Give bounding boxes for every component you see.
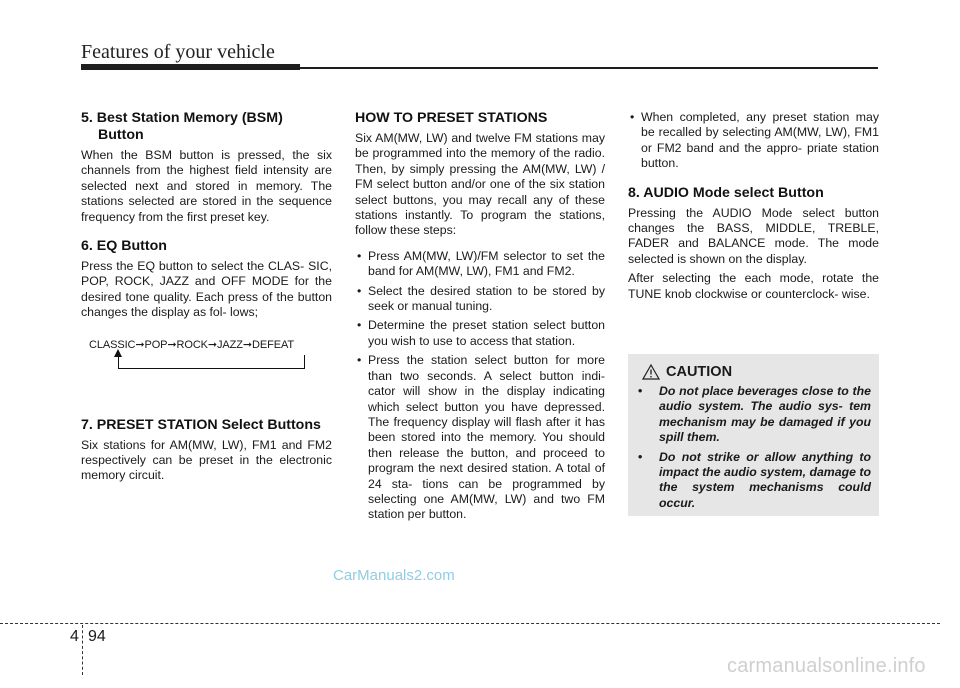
watermark-bottom: carmanualsonline.info — [727, 655, 926, 677]
list-item: • When completed, any preset station may be recalled by selecting AM(MW, LW), FM1 or FM2 band and the appro- priate station button. — [628, 110, 879, 172]
column-2 — [355, 110, 605, 527]
eq-cycle-diagram — [81, 329, 332, 385]
list-item: • Select the desired station to be stored by seek or manual tuning. — [355, 284, 605, 315]
audio-heading: 8. AUDIO Mode select Button — [628, 184, 824, 201]
how-to-preset-intro: Six AM(MW, LW) and twelve FM stations may be programmed into the memory of the radio. Then, by simply pressing the AM(MW, LW) / FM select button and/or one of the six station select buttons, you may recall any of these stations instantly. To program the stations, follow these steps: — [355, 131, 605, 238]
preset-select-heading: 7. PRESET STATION Select Buttons — [81, 416, 321, 433]
list-item: • Do not place beverages close to the audio system. The audio sys- tem mechanism may be damaged if you spill them. — [638, 384, 871, 446]
caution-title: CAUTION — [666, 364, 733, 380]
audio-body-1: Pressing the AUDIO Mode select button changes the BASS, MIDDLE, TREBLE, FADER and BALANCE mode. The mode selected is shown on the display. — [628, 205, 879, 266]
page-number: 94 — [88, 628, 106, 645]
preset-steps-list — [355, 249, 605, 523]
section-number: 4 — [70, 628, 79, 645]
list-item: • Determine the preset station select button you wish to use to access that station. — [355, 318, 605, 349]
list-item: • Do not strike or allow anything to impact the audio system, damage to the system mechanisms could occur. — [638, 450, 871, 512]
warning-triangle-icon — [642, 364, 660, 380]
audio-body-2: After selecting the each mode, rotate the TUNE knob clockwise or counterclock- wise. — [628, 271, 879, 301]
eq-return-line-left — [118, 355, 119, 369]
page-header-title: Features of your vehicle — [81, 41, 275, 63]
eq-return-line-bottom — [118, 368, 305, 369]
list-item: • Press the station select button for more than two seconds. A select button indi- cator will show in the display indicating which select button you have depressed. The frequency display will flash after it has been stored into the memory. You should then release the button, and proceed to program the next desired station. A total of 24 sta- tions can be programmed by selecting one AM(MW, LW) and two FM station per button. — [355, 353, 605, 522]
footer-rule — [0, 623, 940, 624]
section-audio-mode — [628, 185, 879, 302]
watermark-link[interactable]: CarManuals2.com — [333, 567, 455, 584]
caution-box — [628, 354, 879, 516]
section-preset-select — [81, 417, 332, 484]
caution-header — [642, 364, 871, 380]
caution-list — [638, 384, 871, 511]
column-3 — [628, 110, 879, 302]
section-bsm-button — [81, 110, 332, 225]
preset-select-body: Six stations for AM(MW, LW), FM1 and FM2 respectively can be preset in the electronic memory circuit. — [81, 437, 332, 483]
page-number-separator — [82, 625, 83, 675]
section-eq-button — [81, 238, 332, 385]
bsm-heading: 5. Best Station Memory (BSM) Button — [81, 110, 283, 143]
eq-return-line-right — [304, 355, 305, 369]
eq-sequence-text: CLASSIC➞POP➞ROCK➞JAZZ➞DEFEAT — [89, 338, 295, 351]
recall-list — [628, 110, 879, 172]
eq-body: Press the EQ button to select the CLAS- SIC, POP, ROCK, JAZZ and OFF MODE for the desired tone quality. Each press of the button changes the display as fol- lows; — [81, 259, 332, 320]
list-item: • Press AM(MW, LW)/FM selector to set the band for AM(MW, LW), FM1 and FM2. — [355, 249, 605, 280]
eq-heading: 6. EQ Button — [81, 238, 167, 255]
column-1 — [81, 110, 332, 484]
header-rule — [300, 67, 878, 69]
how-to-preset-heading: HOW TO PRESET STATIONS — [355, 110, 548, 126]
bsm-body: When the BSM button is pressed, the six channels from the highest field intensity are selected next and stored in memory. The stations selected are stored in the sequence frequency from the first preset key. — [81, 148, 332, 224]
header-thick-bar — [81, 64, 300, 70]
